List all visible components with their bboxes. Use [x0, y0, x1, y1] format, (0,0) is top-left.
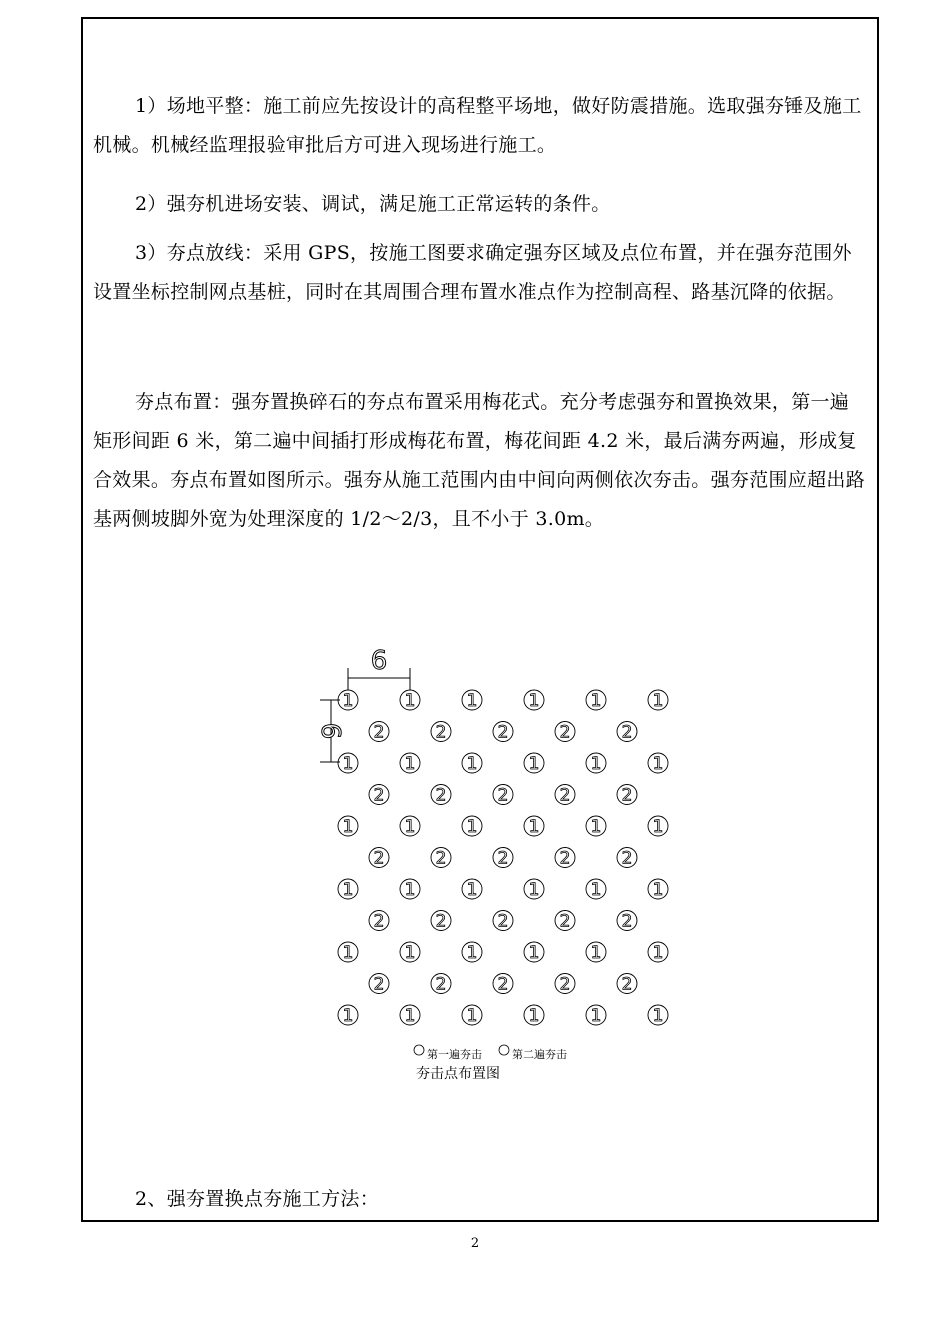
point-label: 1 — [590, 880, 602, 900]
first-pass-point — [524, 690, 544, 711]
point-label: 2 — [559, 722, 571, 743]
point-label: 1 — [590, 943, 602, 963]
point-label: 1 — [652, 943, 664, 963]
point-label: 1 — [590, 1006, 602, 1026]
point-label: 1 — [590, 691, 602, 711]
point-label: 1 — [528, 817, 540, 837]
first-pass-point — [400, 753, 420, 774]
dimension-vertical-label: 6 — [315, 722, 345, 740]
paragraph-point-layout: 3）夯点放线：采用 GPS，按施工图要求确定强夯区域及点位布置，并在强夯范围外设置坐标控制网点基桩，同时在其周围合理布置水准点作为控制高程、路基沉降的依据。 — [93, 242, 852, 303]
first-pass-point — [338, 942, 358, 963]
point-label: 1 — [342, 691, 354, 711]
second-pass-point — [369, 974, 389, 995]
second-pass-point — [555, 911, 575, 932]
point-label: 1 — [590, 754, 602, 774]
first-pass-point — [400, 816, 420, 837]
second-pass-point — [617, 722, 637, 743]
second-pass-point — [555, 785, 575, 806]
point-label: 2 — [559, 785, 571, 806]
point-label: 2 — [497, 722, 509, 743]
first-pass-point — [648, 690, 668, 711]
page-number: 2 — [470, 1236, 480, 1251]
point-label: 1 — [342, 754, 354, 774]
first-pass-point — [338, 690, 358, 711]
second-pass-point — [493, 722, 513, 743]
first-pass-point — [462, 690, 482, 711]
legend-first-label: 第一遍夯击 — [427, 1048, 482, 1061]
point-label: 1 — [342, 1006, 354, 1026]
first-pass-point — [524, 942, 544, 963]
point-label: 1 — [466, 880, 478, 900]
legend-first-marker — [414, 1045, 424, 1055]
first-pass-point — [462, 942, 482, 963]
second-pass-point — [493, 911, 513, 932]
point-label: 1 — [404, 691, 416, 711]
second-pass-point — [493, 848, 513, 869]
point-label: 1 — [404, 880, 416, 900]
second-pass-point — [617, 911, 637, 932]
first-pass-point — [586, 690, 606, 711]
point-label: 1 — [652, 880, 664, 900]
first-pass-point — [648, 1005, 668, 1026]
first-pass-point — [400, 690, 420, 711]
first-pass-point — [462, 1005, 482, 1026]
second-pass-point — [431, 785, 451, 806]
point-label: 1 — [590, 817, 602, 837]
point-label: 2 — [435, 848, 447, 869]
point-label: 2 — [435, 974, 447, 995]
first-pass-point — [462, 879, 482, 900]
second-pass-point — [431, 974, 451, 995]
second-pass-point — [555, 848, 575, 869]
point-label: 2 — [497, 785, 509, 806]
first-pass-point — [648, 753, 668, 774]
point-label: 1 — [652, 754, 664, 774]
second-pass-point — [431, 722, 451, 743]
point-label: 1 — [528, 943, 540, 963]
point-label: 2 — [435, 911, 447, 932]
second-pass-point — [555, 722, 575, 743]
first-pass-point — [462, 816, 482, 837]
point-label: 1 — [404, 754, 416, 774]
point-label: 1 — [342, 880, 354, 900]
second-pass-point — [617, 974, 637, 995]
section-heading: 2、强夯置换点夯施工方法： — [135, 1188, 379, 1210]
second-pass-point — [369, 785, 389, 806]
point-label: 1 — [342, 943, 354, 963]
point-label: 1 — [342, 817, 354, 837]
dimension-horizontal-label: 6 — [370, 646, 388, 676]
second-pass-point — [555, 974, 575, 995]
legend-second-label: 第二遍夯击 — [512, 1048, 567, 1061]
point-label: 1 — [404, 943, 416, 963]
point-label: 2 — [621, 911, 633, 932]
legend-second-marker — [499, 1045, 509, 1055]
first-pass-point — [400, 1005, 420, 1026]
second-pass-point — [493, 974, 513, 995]
point-label: 2 — [435, 722, 447, 743]
first-pass-point — [648, 879, 668, 900]
first-pass-point — [524, 753, 544, 774]
second-pass-point — [369, 722, 389, 743]
first-pass-point — [400, 879, 420, 900]
first-pass-point — [586, 753, 606, 774]
diagram-title: 夯击点布置图 — [416, 1066, 500, 1082]
point-label: 1 — [466, 754, 478, 774]
tamping-points — [338, 690, 668, 1026]
point-label: 1 — [466, 943, 478, 963]
point-label: 1 — [528, 754, 540, 774]
point-label: 1 — [528, 691, 540, 711]
point-label: 2 — [373, 974, 385, 995]
point-label: 1 — [466, 817, 478, 837]
second-pass-point — [369, 911, 389, 932]
point-label: 1 — [466, 1006, 478, 1026]
point-label: 2 — [559, 974, 571, 995]
point-label: 2 — [621, 974, 633, 995]
first-pass-point — [338, 753, 358, 774]
first-pass-point — [338, 879, 358, 900]
second-pass-point — [493, 785, 513, 806]
first-pass-point — [586, 879, 606, 900]
point-label: 2 — [559, 911, 571, 932]
second-pass-point — [369, 848, 389, 869]
paragraph-point-arrangement: 夯点布置：强夯置换碎石的夯点布置采用梅花式。充分考虑强夯和置换效果，第一遍矩形间距 6 米，第二遍中间插打形成梅花布置，梅花间距 4.2 米，最后满夯两遍，形成复合效果。夯点布置如图所示。强夯从施工范围内由中间向两侧依次夯击。强夯范围应超出路基两侧坡脚外宽为处理深度的 1/2～2/3，且不小于 3.0m。 — [93, 391, 866, 530]
first-pass-point — [524, 879, 544, 900]
point-label: 2 — [497, 911, 509, 932]
point-label: 1 — [404, 817, 416, 837]
first-pass-point — [586, 942, 606, 963]
second-pass-point — [617, 848, 637, 869]
paragraph-machine-install: 2）强夯机进场安装、调试，满足施工正常运转的条件。 — [135, 193, 611, 215]
first-pass-point — [586, 816, 606, 837]
point-label: 2 — [373, 722, 385, 743]
first-pass-point — [338, 1005, 358, 1026]
point-label: 1 — [528, 880, 540, 900]
second-pass-point — [431, 848, 451, 869]
point-label: 2 — [621, 785, 633, 806]
point-label: 2 — [435, 785, 447, 806]
point-label: 2 — [373, 911, 385, 932]
second-pass-point — [431, 911, 451, 932]
point-label: 1 — [652, 817, 664, 837]
point-label: 2 — [621, 722, 633, 743]
point-label: 2 — [373, 785, 385, 806]
point-label: 2 — [497, 974, 509, 995]
first-pass-point — [648, 816, 668, 837]
first-pass-point — [586, 1005, 606, 1026]
first-pass-point — [648, 942, 668, 963]
second-pass-point — [617, 785, 637, 806]
point-label: 2 — [621, 848, 633, 869]
point-label: 1 — [404, 1006, 416, 1026]
first-pass-point — [462, 753, 482, 774]
point-label: 2 — [373, 848, 385, 869]
point-label: 1 — [528, 1006, 540, 1026]
first-pass-point — [524, 1005, 544, 1026]
first-pass-point — [524, 816, 544, 837]
point-label: 1 — [652, 1006, 664, 1026]
point-label: 2 — [559, 848, 571, 869]
first-pass-point — [400, 942, 420, 963]
first-pass-point — [338, 816, 358, 837]
paragraph-site-leveling: 1）场地平整：施工前应先按设计的高程整平场地，做好防震措施。选取强夯锤及施工机械。机械经监理报验审批后方可进入现场进行施工。 — [93, 95, 862, 156]
point-label: 1 — [652, 691, 664, 711]
point-label: 1 — [466, 691, 478, 711]
point-label: 2 — [497, 848, 509, 869]
